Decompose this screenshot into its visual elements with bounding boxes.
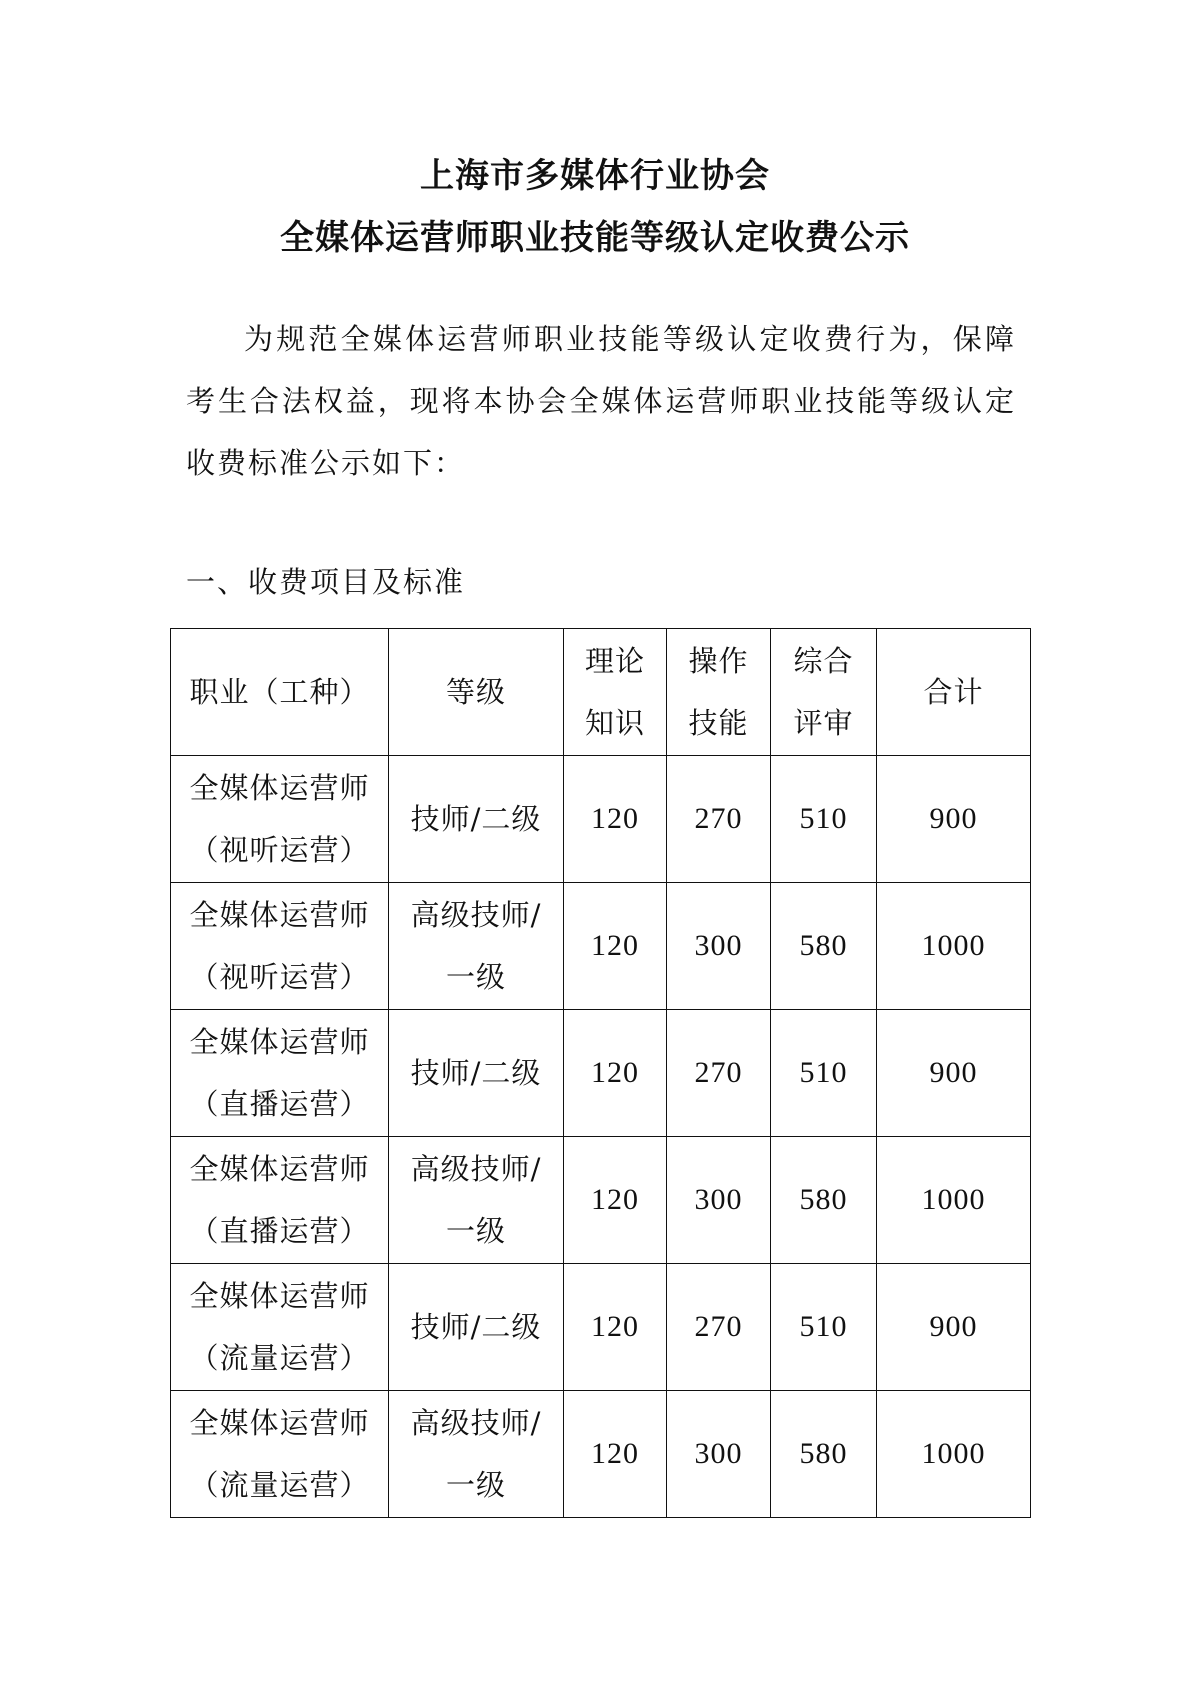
cell-occupation	[171, 756, 389, 883]
cell-theory-fee: 120	[564, 883, 667, 1010]
cell-occupation	[171, 1010, 389, 1137]
cell-total-fee: 900	[877, 756, 1031, 883]
cell-occupation	[171, 1137, 389, 1264]
cell-practice-fee: 270	[667, 1010, 771, 1137]
intro-paragraph: 为规范全媒体运营师职业技能等级认定收费行为，保障考生合法权益，现将本协会全媒体运营师职业技能等级认定收费标准公示如下：	[186, 322, 1016, 480]
occupation-track: （直播运营）	[189, 1087, 370, 1121]
header-practice	[667, 629, 771, 756]
cell-level	[389, 1391, 564, 1518]
cell-theory-fee: 120	[564, 756, 667, 883]
occupation-name: 全媒体运营师	[189, 898, 370, 932]
level-text: 技师/二级	[410, 1310, 542, 1344]
cell-level	[389, 1264, 564, 1391]
cell-review-fee: 580	[771, 1391, 877, 1518]
cell-level	[389, 756, 564, 883]
header-total	[877, 629, 1031, 756]
cell-review-fee: 580	[771, 1137, 877, 1264]
cell-total-fee: 1000	[877, 883, 1031, 1010]
occupation-name: 全媒体运营师	[189, 1152, 370, 1186]
document-title-line-2: 全媒体运营师职业技能等级认定收费公示	[280, 218, 910, 258]
table-header-row	[171, 629, 1031, 756]
cell-review-fee: 510	[771, 756, 877, 883]
cell-level	[389, 1010, 564, 1137]
cell-total-fee: 900	[877, 1264, 1031, 1391]
table-row	[171, 1264, 1031, 1391]
header-practice-line-1: 操作	[688, 644, 749, 678]
header-review-line-1: 综合	[793, 644, 854, 678]
header-level	[389, 629, 564, 756]
header-review	[771, 629, 877, 756]
cell-level	[389, 883, 564, 1010]
header-theory-line-1: 理论	[584, 644, 645, 678]
cell-review-fee: 510	[771, 1010, 877, 1137]
level-text-line-1: 高级技师/	[410, 1406, 542, 1440]
header-practice-line-2: 技能	[688, 706, 749, 740]
cell-occupation	[171, 883, 389, 1010]
occupation-track: （视听运营）	[189, 833, 370, 867]
occupation-track: （流量运营）	[189, 1468, 370, 1502]
cell-total-fee: 900	[877, 1010, 1031, 1137]
cell-practice-fee: 270	[667, 756, 771, 883]
cell-theory-fee: 120	[564, 1010, 667, 1137]
cell-review-fee: 580	[771, 883, 877, 1010]
occupation-name: 全媒体运营师	[189, 1279, 370, 1313]
header-review-line-2: 评审	[793, 706, 854, 740]
document-title-line-1: 上海市多媒体行业协会	[420, 156, 770, 196]
cell-theory-fee: 120	[564, 1264, 667, 1391]
cell-practice-fee: 300	[667, 883, 771, 1010]
table-row	[171, 756, 1031, 883]
cell-level	[389, 1137, 564, 1264]
header-occupation-text: 职业（工种）	[189, 675, 370, 709]
cell-practice-fee: 300	[667, 1391, 771, 1518]
cell-practice-fee: 300	[667, 1137, 771, 1264]
cell-occupation	[171, 1391, 389, 1518]
table-row	[171, 883, 1031, 1010]
table-row	[171, 1137, 1031, 1264]
cell-review-fee: 510	[771, 1264, 877, 1391]
fee-table	[170, 628, 1031, 1518]
occupation-name: 全媒体运营师	[189, 1025, 370, 1059]
header-theory	[564, 629, 667, 756]
header-level-text: 等级	[445, 675, 506, 709]
level-text-line-1: 高级技师/	[410, 898, 542, 932]
table-row	[171, 1010, 1031, 1137]
cell-occupation	[171, 1264, 389, 1391]
occupation-track: （直播运营）	[189, 1214, 370, 1248]
level-text-line-1: 高级技师/	[410, 1152, 542, 1186]
occupation-name: 全媒体运营师	[189, 771, 370, 805]
cell-total-fee: 1000	[877, 1137, 1031, 1264]
occupation-track: （流量运营）	[189, 1341, 370, 1375]
occupation-track: （视听运营）	[189, 960, 370, 994]
level-text-line-2: 一级	[445, 1214, 506, 1248]
level-text: 技师/二级	[410, 802, 542, 836]
header-theory-line-2: 知识	[584, 706, 645, 740]
cell-theory-fee: 120	[564, 1137, 667, 1264]
header-occupation	[171, 629, 389, 756]
level-text-line-2: 一级	[445, 960, 506, 994]
cell-total-fee: 1000	[877, 1391, 1031, 1518]
cell-practice-fee: 270	[667, 1264, 771, 1391]
level-text: 技师/二级	[410, 1056, 542, 1090]
header-total-text: 合计	[923, 675, 984, 709]
table-row	[171, 1391, 1031, 1518]
level-text-line-2: 一级	[445, 1468, 506, 1502]
section-heading-fees: 一、收费项目及标准	[186, 565, 466, 599]
occupation-name: 全媒体运营师	[189, 1406, 370, 1440]
cell-theory-fee: 120	[564, 1391, 667, 1518]
